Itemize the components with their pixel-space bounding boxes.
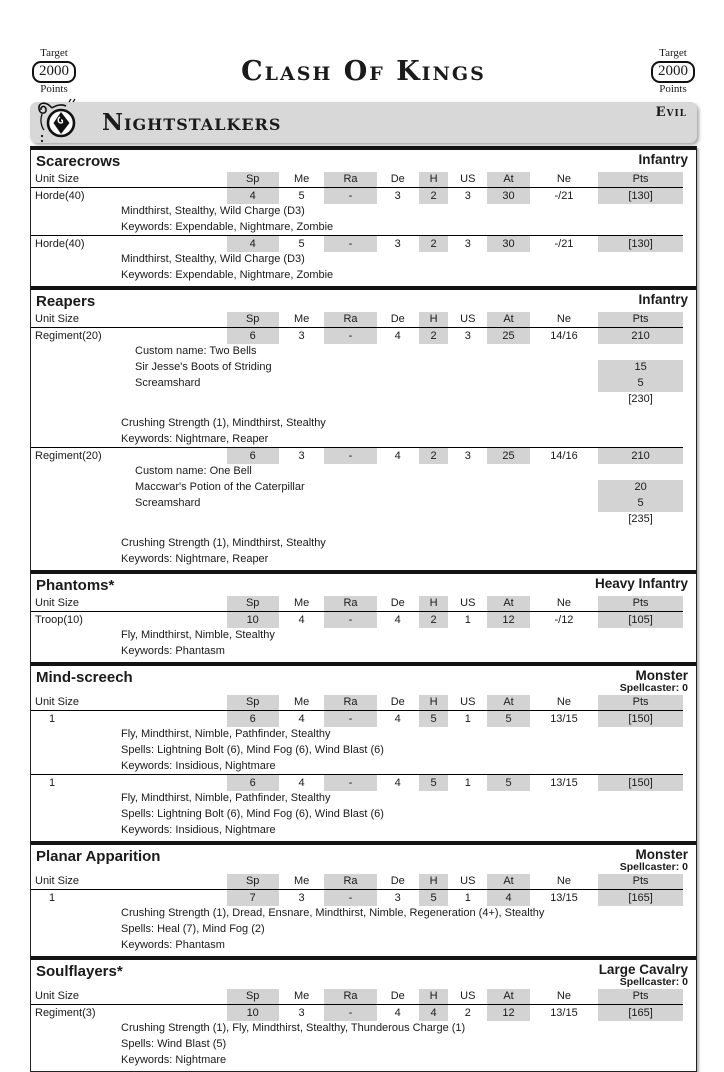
stat-us: 1: [464, 613, 471, 626]
unit-rules-row: [31, 628, 683, 644]
stat-ne: 14/16: [550, 449, 578, 462]
unit-keywords-row: [31, 1053, 683, 1069]
column-header-me: Me: [293, 990, 310, 1003]
stat-us: 3: [464, 449, 471, 462]
unit-size: 1: [49, 891, 56, 904]
unit-item-row: [31, 496, 683, 512]
column-header-h: H: [419, 312, 448, 328]
column-header-sp: Sp: [227, 596, 279, 612]
stat-de: 3: [394, 237, 401, 250]
unit-stats-table: [31, 172, 683, 284]
unit-keywords: Keywords: Nightmare, Reaper: [121, 553, 269, 566]
unit-size: Regiment(3): [35, 1006, 96, 1019]
stat-ra: -: [324, 775, 376, 791]
column-header-pts: Pts: [598, 989, 683, 1005]
unit-item-row: [31, 376, 683, 392]
unit-special-rules: Crushing Strength (1), Fly, Mindthirst, Stealthy, Thunderous Charge (1): [121, 1022, 466, 1035]
section-typeblock: [599, 963, 688, 988]
stat-at: 4: [487, 890, 529, 906]
unit-type-label: Monster: [635, 667, 688, 683]
section-title: Scarecrows: [36, 152, 121, 170]
stats-table-head: [31, 596, 683, 612]
unit-size: Regiment(20): [35, 449, 102, 462]
stat-us: 3: [464, 237, 471, 250]
stats-table-body: [31, 188, 683, 284]
page-header: [30, 48, 697, 96]
column-header-h: H: [419, 695, 448, 711]
stat-at: 5: [487, 711, 529, 727]
stat-me: 5: [298, 189, 305, 202]
item-name: Maccwar's Potion of the Caterpillar: [135, 481, 305, 494]
stats-table-head: [31, 172, 683, 188]
stat-h: 2: [419, 236, 448, 252]
section-typeblock: [595, 577, 688, 591]
unit-rules-row: [31, 1021, 683, 1037]
section-header: [31, 960, 696, 989]
stat-de: 4: [394, 613, 401, 626]
column-header-sp: Sp: [227, 312, 279, 328]
stat-sp: 10: [227, 1005, 279, 1021]
unit-section: [31, 841, 696, 956]
section-title: Mind-screech: [36, 668, 133, 686]
stat-h: 5: [419, 890, 448, 906]
unit-stats-table: [31, 695, 683, 839]
stat-me: 4: [298, 613, 305, 626]
badge-points-value: 2000: [651, 61, 695, 84]
unit-stat-row: [31, 236, 683, 252]
stats-header-row: [31, 596, 683, 612]
unit-stat-row: [31, 328, 683, 344]
unit-special-rules: Mindthirst, Stealthy, Wild Charge (D3): [121, 205, 305, 218]
column-header-sp: Sp: [227, 989, 279, 1005]
unit-spells: Spells: Wind Blast (5): [121, 1038, 227, 1051]
column-header-de: De: [390, 597, 405, 610]
stat-de: 4: [394, 712, 401, 725]
column-header-h: H: [419, 989, 448, 1005]
stat-at: 5: [487, 775, 529, 791]
stats-table-head: [31, 874, 683, 890]
spellcaster-label: Spellcaster: 0: [619, 860, 688, 873]
unit-stat-row: [31, 448, 683, 464]
unit-spells: Spells: Heal (7), Mind Fog (2): [121, 923, 265, 936]
column-header-us: US: [460, 313, 476, 326]
stats-table-body: [31, 612, 683, 660]
unit-section: [31, 286, 696, 570]
unit-spells-row: [31, 743, 683, 759]
stat-sp: 7: [227, 890, 279, 906]
column-header-at: At: [487, 312, 529, 328]
column-header-ne: Ne: [556, 990, 571, 1003]
unit-rules-row: [31, 727, 683, 743]
stat-de: 4: [394, 1006, 401, 1019]
alignment-label: Evil: [655, 104, 687, 120]
stat-me: 3: [298, 891, 305, 904]
stat-pts: [150]: [598, 711, 683, 727]
stat-ra: -: [324, 711, 376, 727]
stats-table-body: [31, 890, 683, 954]
target-points-badge-right: [649, 48, 697, 96]
column-header-de: De: [390, 173, 405, 186]
unit-special-rules: Crushing Strength (1), Mindthirst, Stealthy: [121, 417, 326, 430]
unit-stat-row: [31, 1005, 683, 1021]
stat-ne: 14/16: [550, 329, 578, 342]
unit-custom-name-row: [31, 464, 683, 480]
column-header-unit-size: Unit Size: [35, 597, 80, 610]
unit-special-rules: Crushing Strength (1), Mindthirst, Stealthy: [121, 537, 326, 550]
column-header-h: H: [419, 596, 448, 612]
stat-me: 4: [298, 712, 305, 725]
unit-section: [31, 662, 696, 841]
target-points-badge-left: [30, 48, 78, 96]
stat-pts: [150]: [598, 775, 683, 791]
stat-ra: -: [324, 236, 376, 252]
column-header-ra: Ra: [324, 989, 376, 1005]
unit-rules-row: [31, 252, 683, 268]
unit-keywords-row: [31, 268, 683, 284]
unit-keywords: Keywords: Phantasm: [121, 939, 225, 952]
spacer: [31, 392, 598, 408]
stats-table-head: [31, 989, 683, 1005]
section-header: [31, 666, 696, 695]
stat-h: 5: [419, 775, 448, 791]
faction-crest-icon: [36, 98, 88, 153]
column-header-pts: Pts: [598, 695, 683, 711]
section-title: Reapers: [36, 292, 96, 310]
column-header-at: At: [487, 172, 529, 188]
stat-us: 2: [464, 1006, 471, 1019]
faction-name: Nightstalkers: [102, 108, 282, 136]
unit-size: 1: [49, 712, 56, 725]
unit-size: Regiment(20): [35, 329, 102, 342]
unit-size: 1: [49, 776, 56, 789]
unit-size: Horde(40): [35, 237, 85, 250]
unit-item-row: [31, 360, 683, 376]
section-typeblock: [638, 293, 688, 307]
unit-stat-row: [31, 775, 683, 791]
stat-at: 12: [487, 612, 529, 628]
stat-at: 25: [487, 448, 529, 464]
column-header-sp: Sp: [227, 874, 279, 890]
unit-custom-name: Custom name: One Bell: [135, 465, 252, 478]
column-header-at: At: [487, 596, 529, 612]
stat-us: 3: [464, 329, 471, 342]
column-header-ne: Ne: [556, 597, 571, 610]
stat-pts: [165]: [598, 890, 683, 906]
stat-us: 1: [464, 891, 471, 904]
badge-points-label: Points: [659, 83, 687, 96]
unit-keywords: Keywords: Insidious, Nightmare: [121, 824, 276, 837]
column-header-pts: Pts: [598, 596, 683, 612]
badge-points-label: Points: [40, 83, 68, 96]
stats-header-row: [31, 695, 683, 711]
item-points: 5: [598, 496, 683, 512]
column-header-pts: Pts: [598, 874, 683, 890]
unit-custom-name-row: [31, 344, 683, 360]
unit-keywords-row: [31, 938, 683, 954]
column-header-at: At: [487, 989, 529, 1005]
column-header-ne: Ne: [556, 173, 571, 186]
stat-sp: 4: [227, 236, 279, 252]
stat-h: 4: [419, 1005, 448, 1021]
unit-stat-row: [31, 612, 683, 628]
badge-points-value: 2000: [32, 61, 76, 84]
stat-de: 4: [394, 776, 401, 789]
item-points: 15: [598, 360, 683, 376]
stats-table-body: [31, 711, 683, 839]
unit-item-row: [31, 480, 683, 496]
stat-pts: [105]: [598, 612, 683, 628]
column-header-h: H: [419, 874, 448, 890]
stat-pts: 210: [598, 448, 683, 464]
section-typeblock: [620, 848, 688, 873]
unit-rules-row: [31, 791, 683, 807]
section-typeblock: [638, 153, 688, 167]
stat-sp: 6: [227, 448, 279, 464]
unit-stat-row: [31, 188, 683, 204]
stat-us: 1: [464, 776, 471, 789]
unit-section: [31, 146, 696, 286]
stat-de: 3: [394, 891, 401, 904]
unit-keywords-row: [31, 220, 683, 236]
unit-type-label: Infantry: [638, 151, 688, 167]
section-title: Soulflayers*: [36, 962, 123, 980]
stat-ne: 13/15: [550, 776, 578, 789]
unit-keywords: Keywords: Expendable, Nightmare, Zombie: [121, 269, 334, 282]
unit-size: Troop(10): [35, 613, 83, 626]
stat-ne: 13/15: [550, 712, 578, 725]
stat-ne: -/21: [554, 189, 574, 202]
item-name: Screamshard: [135, 497, 201, 510]
stat-us: 1: [464, 712, 471, 725]
unit-total-row: [31, 392, 683, 408]
stat-pts: [165]: [598, 1005, 683, 1021]
unit-keywords-row: [31, 759, 683, 775]
stat-pts: [130]: [598, 236, 683, 252]
stat-ne: -/12: [554, 613, 574, 626]
column-header-us: US: [460, 875, 476, 888]
section-title: Planar Apparition: [36, 847, 161, 865]
unit-stats-table: [31, 874, 683, 954]
stat-me: 3: [298, 329, 305, 342]
unit-type-label: Monster: [635, 846, 688, 862]
column-header-unit-size: Unit Size: [35, 990, 80, 1003]
stats-header-row: [31, 312, 683, 328]
stat-ne: 13/15: [550, 1006, 578, 1019]
unit-keywords-row: [31, 552, 683, 568]
column-header-us: US: [460, 173, 476, 186]
unit-keywords: Keywords: Expendable, Nightmare, Zombie: [121, 221, 334, 234]
stat-ne: -/21: [554, 237, 574, 250]
column-header-unit-size: Unit Size: [35, 875, 80, 888]
column-header-ne: Ne: [556, 313, 571, 326]
stat-me: 5: [298, 237, 305, 250]
column-header-h: H: [419, 172, 448, 188]
column-header-de: De: [390, 875, 405, 888]
stat-h: 2: [419, 448, 448, 464]
stat-ra: -: [324, 448, 376, 464]
stat-ra: -: [324, 1005, 376, 1021]
unit-rules-row: [31, 906, 683, 922]
stat-h: 2: [419, 328, 448, 344]
stat-pts: 210: [598, 328, 683, 344]
unit-section: [31, 956, 696, 1071]
unit-spells-row: [31, 922, 683, 938]
item-name: Screamshard: [135, 377, 201, 390]
column-header-us: US: [460, 696, 476, 709]
unit-keywords: Keywords: Nightmare, Reaper: [121, 433, 269, 446]
stat-ra: -: [324, 890, 376, 906]
unit-spells-row: [31, 807, 683, 823]
section-header: [31, 150, 696, 172]
stat-sp: 10: [227, 612, 279, 628]
army-list-sheet: [30, 48, 697, 1072]
unit-stats-table: [31, 989, 683, 1069]
stats-table-head: [31, 695, 683, 711]
stat-us: 3: [464, 189, 471, 202]
stat-me: 4: [298, 776, 305, 789]
unit-sections: [30, 146, 697, 1072]
unit-total-points: [230]: [628, 393, 653, 406]
section-header: [31, 290, 696, 312]
column-header-unit-size: Unit Size: [35, 173, 80, 186]
unit-keywords: Keywords: Nightmare: [121, 1054, 227, 1067]
column-header-ra: Ra: [324, 312, 376, 328]
column-header-me: Me: [293, 313, 310, 326]
spacer: [31, 512, 598, 528]
column-header-ra: Ra: [324, 695, 376, 711]
stat-pts: [130]: [598, 188, 683, 204]
unit-stats-table: [31, 596, 683, 660]
badge-target-label: Target: [40, 47, 68, 59]
column-header-unit-size: Unit Size: [35, 313, 80, 326]
unit-custom-name: Custom name: Two Bells: [135, 345, 257, 358]
stat-at: 30: [487, 236, 529, 252]
unit-spells-row: [31, 1037, 683, 1053]
unit-total-points: [235]: [628, 513, 653, 526]
unit-keywords-row: [31, 823, 683, 839]
unit-size: Horde(40): [35, 189, 85, 202]
stats-table-body: [31, 328, 683, 568]
stat-sp: 6: [227, 328, 279, 344]
stat-me: 3: [298, 1006, 305, 1019]
unit-special-rules: Fly, Mindthirst, Nimble, Pathfinder, Stealthy: [121, 792, 331, 805]
stat-de: 4: [394, 329, 401, 342]
column-header-us: US: [460, 597, 476, 610]
unit-stat-row: [31, 890, 683, 906]
unit-stats-table: [31, 312, 683, 568]
stat-at: 25: [487, 328, 529, 344]
unit-keywords: Keywords: Insidious, Nightmare: [121, 760, 276, 773]
unit-spells: Spells: Lightning Bolt (6), Mind Fog (6), Wind Blast (6): [121, 808, 384, 821]
stat-ra: -: [324, 188, 376, 204]
stat-ra: -: [324, 328, 376, 344]
column-header-me: Me: [293, 597, 310, 610]
column-header-me: Me: [293, 173, 310, 186]
column-header-ra: Ra: [324, 874, 376, 890]
faction-banner: [30, 102, 697, 143]
section-header: [31, 574, 696, 596]
unit-type-label: Large Cavalry: [598, 961, 688, 977]
stat-h: 2: [419, 612, 448, 628]
unit-type-label: Heavy Infantry: [594, 575, 688, 591]
stat-at: 30: [487, 188, 529, 204]
section-header: [31, 845, 696, 874]
column-header-ra: Ra: [324, 596, 376, 612]
unit-keywords-row: [31, 644, 683, 660]
unit-special-rules: Mindthirst, Stealthy, Wild Charge (D3): [121, 253, 305, 266]
column-header-at: At: [487, 695, 529, 711]
item-points: 20: [598, 480, 683, 496]
column-header-ne: Ne: [556, 875, 571, 888]
column-header-ne: Ne: [556, 696, 571, 709]
page-title: Clash Of Kings: [241, 56, 486, 88]
stat-at: 12: [487, 1005, 529, 1021]
column-header-ra: Ra: [324, 172, 376, 188]
unit-special-rules: Crushing Strength (1), Dread, Ensnare, Mindthirst, Nimble, Regeneration (4+), Stealthy: [121, 907, 545, 920]
section-typeblock: [620, 669, 688, 694]
unit-rules-row: [31, 204, 683, 220]
spellcaster-label: Spellcaster: 0: [619, 681, 688, 694]
stat-me: 3: [298, 449, 305, 462]
column-header-me: Me: [293, 696, 310, 709]
unit-spells: Spells: Lightning Bolt (6), Mind Fog (6), Wind Blast (6): [121, 744, 384, 757]
column-header-sp: Sp: [227, 172, 279, 188]
unit-rules-row: [31, 408, 683, 432]
unit-total-row: [31, 512, 683, 528]
column-header-us: US: [460, 990, 476, 1003]
column-header-sp: Sp: [227, 695, 279, 711]
item-name: Sir Jesse's Boots of Striding: [135, 361, 272, 374]
column-header-de: De: [390, 990, 405, 1003]
column-header-de: De: [390, 696, 405, 709]
column-header-pts: Pts: [598, 312, 683, 328]
item-points: 5: [598, 376, 683, 392]
stat-de: 3: [394, 189, 401, 202]
unit-special-rules: Fly, Mindthirst, Nimble, Stealthy: [121, 629, 275, 642]
stat-h: 2: [419, 188, 448, 204]
unit-special-rules: Fly, Mindthirst, Nimble, Pathfinder, Stealthy: [121, 728, 331, 741]
stat-de: 4: [394, 449, 401, 462]
unit-rules-row: [31, 528, 683, 552]
stats-header-row: [31, 989, 683, 1005]
column-header-at: At: [487, 874, 529, 890]
stats-header-row: [31, 874, 683, 890]
unit-keywords: Keywords: Phantasm: [121, 645, 225, 658]
stat-ra: -: [324, 612, 376, 628]
column-header-pts: Pts: [598, 172, 683, 188]
stats-table-body: [31, 1005, 683, 1069]
stats-header-row: [31, 172, 683, 188]
unit-stat-row: [31, 711, 683, 727]
badge-target-label: Target: [659, 47, 687, 59]
unit-type-label: Infantry: [638, 291, 688, 307]
stat-sp: 6: [227, 711, 279, 727]
stat-sp: 4: [227, 188, 279, 204]
spellcaster-label: Spellcaster: 0: [619, 975, 688, 988]
stats-table-head: [31, 312, 683, 328]
column-header-de: De: [390, 313, 405, 326]
unit-section: [31, 570, 696, 662]
section-title: Phantoms*: [36, 576, 115, 594]
column-header-unit-size: Unit Size: [35, 696, 80, 709]
unit-keywords-row: [31, 432, 683, 448]
column-header-me: Me: [293, 875, 310, 888]
stat-sp: 6: [227, 775, 279, 791]
stat-h: 5: [419, 711, 448, 727]
stat-ne: 13/15: [550, 891, 578, 904]
